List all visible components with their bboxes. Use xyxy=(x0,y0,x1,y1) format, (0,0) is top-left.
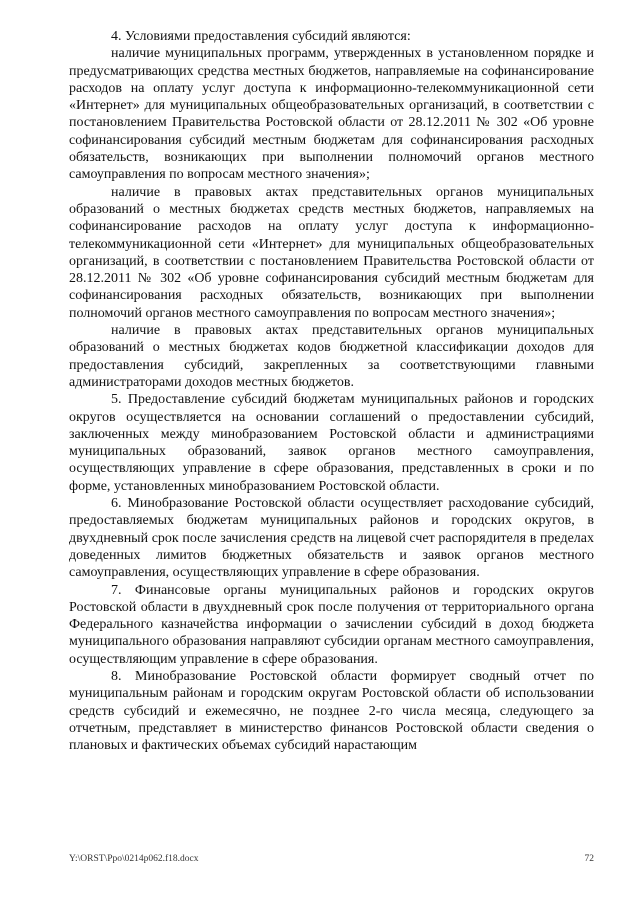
paragraph-item-8: 8. Минобразование Ростовской области формирует сводный отчет по муниципальным районам и городским округам Ростовской области об использовании средств субсидий и ежемесячно, не позднее 2-го числа месяца, следующего за отчетным, представляет в министерство финансов Ростовской области сведения о плановых и фактических объемах субсидий нарастающим xyxy=(69,668,594,754)
paragraph-item-6: 6. Минобразование Ростовской области осуществляет расходование субсидий, предоставляемых бюджетам муниципальных районов и городских округов, в двухдневный срок после зачисления средств на лицевой счет распорядителя в пределах доведенных лимитов бюджетных обязательств и заявок органов местного самоуправления, осуществляющих управление в сфере образования. xyxy=(69,496,594,581)
paragraph-condition-budget-funds: наличие в правовых актах представительных органов муниципальных образований о местных бюджетах средств местных бюджетов, направляемых на софинансирование расходов на оплату услуг доступа к информационно-телекоммуникационной сети «Интернет» для муниципальных общеобразовательных организаций, в соответствии с постановлением Правительства Ростовской области от 28.12.2011 № 302 «Об уровне софинансирования субсидий местным бюджетам для софинансирования расходных обязательств, возникающих при выполнении полномочий органов местного самоуправления по вопросам местного значения»; xyxy=(69,184,594,321)
paragraph-item-5: 5. Предоставление субсидий бюджетам муниципальных районов и городских округов осуществляется на основании соглашений о предоставлении субсидий, заключенных между минобразованием Ростовской области и администрациями муниципальных образований, заявок органов местного самоуправления, осуществляющих управление в сфере образования, представленных в сроки и по форме, установленных минобразованием Ростовской области. xyxy=(69,392,594,494)
paragraph-condition-budget-codes: наличие в правовых актах представительных органов муниципальных образований о местных бюджетах кодов бюджетной классификации доходов для предоставления субсидий, закрепленных за соответствующими главными администраторами доходов местных бюджетов. xyxy=(69,323,594,390)
footer-page-number: 72 xyxy=(584,854,594,864)
document-body xyxy=(69,28,594,754)
footer-file-path: Y:\ORST\Ppo\0214p062.f18.docx xyxy=(69,854,199,864)
paragraph-conditions-heading: 4. Условиями предоставления субсидий являются: xyxy=(111,29,411,44)
paragraph-item-7: 7. Финансовые органы муниципальных районов и городских округов Ростовской области в двухдневный срок после получения от территориального органа Федерального казначейства информации о зачислении субсидий в доход бюджета муниципального образования направляют субсидии органам местного самоуправления, осуществляющим управление в сфере образования. xyxy=(69,582,594,667)
paragraph-condition-programs: наличие муниципальных программ, утвержденных в установленном порядке и предусматривающих средства местных бюджетов, направляемые на софинансирование расходов на оплату услуг доступа к информационно-телекоммуникационной сети «Интернет» для муниципальных общеобразовательных организаций, в соответствии с постановлением Правительства Ростовской области от 28.12.2011 № 302 «Об уровне софинансирования субсидий местным бюджетам для софинансирования расходных обязательств, возникающих при выполнении полномочий органов местного самоуправления по вопросам местного значения»; xyxy=(69,46,594,183)
